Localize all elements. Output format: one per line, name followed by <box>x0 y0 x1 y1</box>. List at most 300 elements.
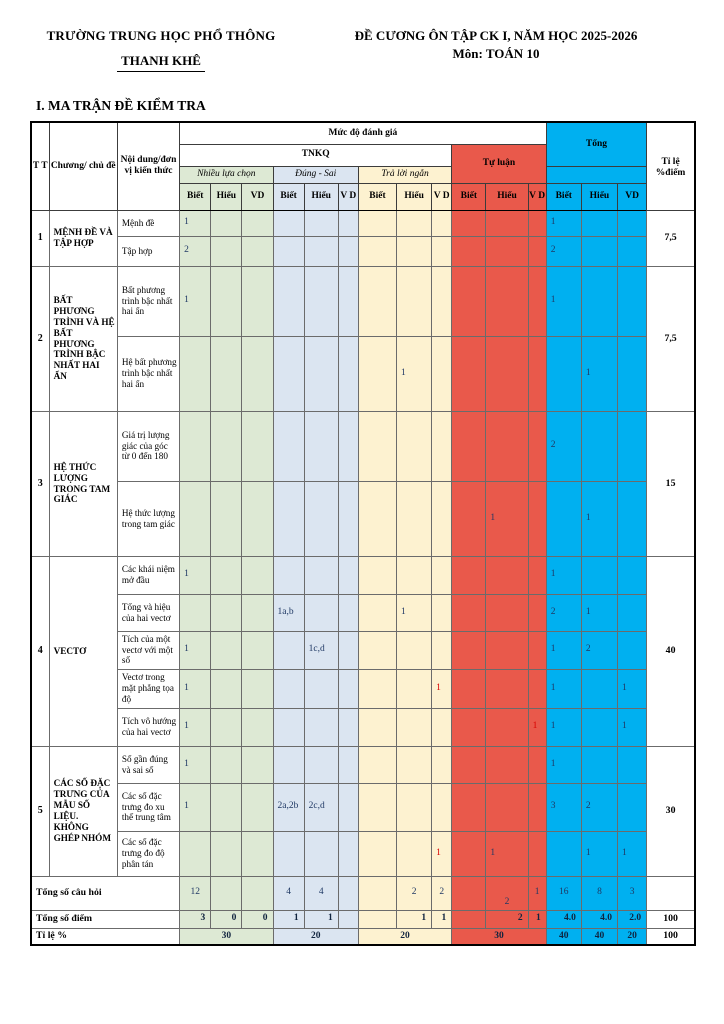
cell-ds_biet <box>273 481 304 556</box>
cell-nlc_hieu: 0 <box>211 910 242 928</box>
header-tu-luan: Tự luận <box>452 144 546 183</box>
cell-ds_biet <box>273 336 304 411</box>
cell-tong_biet: 2 <box>546 594 581 631</box>
cell-nlc_biet <box>180 336 211 411</box>
cell-nlc_vd <box>242 669 273 708</box>
cell-tong_hieu: 8 <box>581 876 617 910</box>
cell-nlc_vd <box>242 210 273 236</box>
cell-tong_vd: 1 <box>618 708 647 746</box>
cell-tl_biet <box>452 631 486 669</box>
cell-tln_vd <box>432 631 452 669</box>
cell-ds_biet <box>273 556 304 594</box>
cell-tln_biet <box>358 831 396 876</box>
footer-label-ratio: Tỉ lệ % <box>31 928 180 945</box>
cell-nlc-merged: 30 <box>180 928 273 945</box>
cell-nlc_biet: 1 <box>180 669 211 708</box>
cell-tln_vd: 2 <box>432 876 452 910</box>
cell-tong_vd <box>618 411 647 481</box>
cell-tl_hieu <box>486 266 528 336</box>
content-label: Tập hợp <box>117 236 179 266</box>
cell-nlc_biet: 1 <box>180 783 211 831</box>
cell-nlc_vd <box>242 411 273 481</box>
cell-tl_hieu <box>486 708 528 746</box>
percent-value <box>647 876 695 910</box>
cell-ds_biet: 1 <box>273 910 304 928</box>
cell-ds_vd <box>338 746 358 783</box>
chapter-label: MỆNH ĐỀ VÀ TẬP HỢP <box>49 210 117 266</box>
cell-ds_vd <box>338 481 358 556</box>
cell-tong_biet: 1 <box>546 669 581 708</box>
cell-ds_hieu <box>304 266 338 336</box>
cell-tong_vd <box>618 266 647 336</box>
content-label: Các khái niệm mở đầu <box>117 556 179 594</box>
matrix-row <box>31 411 695 481</box>
header-tln-vd: V D <box>432 183 452 210</box>
cell-tong_vd: 2.0 <box>618 910 647 928</box>
cell-ds_vd <box>338 708 358 746</box>
cell-tl_biet <box>452 481 486 556</box>
content-label: Tổng và hiệu của hai vectơ <box>117 594 179 631</box>
cell-nlc_vd <box>242 481 273 556</box>
cell-tong_biet: 4.0 <box>546 910 581 928</box>
content-label: Bất phương trình bậc nhất hai ẩn <box>117 266 179 336</box>
cell-tl_vd <box>528 481 546 556</box>
cell-ds_hieu <box>304 669 338 708</box>
cell-tong_hieu: 2 <box>581 783 617 831</box>
percent-value: 7,5 <box>647 210 695 266</box>
cell-ds_biet <box>273 831 304 876</box>
cell-tln_hieu: 1 <box>397 336 432 411</box>
percent-value: 15 <box>647 411 695 556</box>
row-number: 2 <box>31 266 49 411</box>
cell-tl_biet <box>452 266 486 336</box>
cell-tln_vd <box>432 336 452 411</box>
cell-tong_hieu <box>581 746 617 783</box>
cell-tong_biet: 1 <box>546 708 581 746</box>
header-tong-vd: VD <box>618 183 647 210</box>
cell-nlc_biet: 2 <box>180 236 211 266</box>
cell-ds_hieu <box>304 336 338 411</box>
school-name: TRƯỜNG TRUNG HỌC PHỔ THÔNG <box>46 28 276 43</box>
header-tong-spacer <box>546 166 646 183</box>
cell-ds_vd <box>338 669 358 708</box>
footer-row-ratio <box>31 928 695 945</box>
cell-nlc_vd <box>242 556 273 594</box>
header-tl-hieu: Hiểu <box>486 183 528 210</box>
cell-ds_vd <box>338 236 358 266</box>
cell-ds_biet <box>273 708 304 746</box>
cell-nlc_vd <box>242 746 273 783</box>
cell-tl_hieu: 2 <box>486 910 528 928</box>
matrix-row <box>31 266 695 336</box>
cell-tl_biet <box>452 669 486 708</box>
cell-ds_vd <box>338 594 358 631</box>
cell-ds_hieu <box>304 746 338 783</box>
cell-nlc_hieu <box>211 411 242 481</box>
cell-tong_hieu <box>581 556 617 594</box>
header-chapter: Chương/ chủ đề <box>49 122 117 210</box>
cell-tl_vd <box>528 266 546 336</box>
cell-tl_vd <box>528 831 546 876</box>
percent-value: 100 <box>647 910 695 928</box>
header-assessment: Mức độ đánh giá <box>180 122 547 144</box>
cell-tln_hieu <box>397 669 432 708</box>
cell-ds_vd <box>338 876 358 910</box>
school-block <box>30 28 292 72</box>
school-name-line2: THANH KHÊ <box>117 53 205 72</box>
cell-ds_biet: 4 <box>273 876 304 910</box>
cell-tln_biet <box>358 210 396 236</box>
matrix-body <box>31 210 695 945</box>
cell-nlc_hieu <box>211 631 242 669</box>
cell-tln_biet <box>358 411 396 481</box>
cell-tl_hieu <box>486 783 528 831</box>
content-label: Giá trị lượng giác của góc từ 0 đến 180 <box>117 411 179 481</box>
row-number: 3 <box>31 411 49 556</box>
cell-tong_hieu: 1 <box>581 481 617 556</box>
cell-tln_vd <box>432 556 452 594</box>
row-number: 4 <box>31 556 49 746</box>
content-label: Các số đặc trưng đo xu thế trung tâm <box>117 783 179 831</box>
cell-tln_biet <box>358 556 396 594</box>
matrix-header <box>31 122 695 210</box>
cell-tong_vd <box>618 746 647 783</box>
cell-tln_biet <box>358 481 396 556</box>
cell-nlc_hieu <box>211 336 242 411</box>
header-tong: Tổng <box>546 122 646 166</box>
cell-nlc_vd <box>242 876 273 910</box>
cell-nlc_hieu <box>211 746 242 783</box>
header-ti-le: Tỉ lệ %điểm <box>647 122 695 210</box>
content-label: Hệ thức lượng trong tam giác <box>117 481 179 556</box>
cell-nlc_hieu <box>211 210 242 236</box>
cell-nlc_hieu <box>211 481 242 556</box>
cell-tln_vd <box>432 708 452 746</box>
matrix-row <box>31 336 695 411</box>
header-tnkq: TNKQ <box>180 144 452 166</box>
cell-tong_hieu <box>581 210 617 236</box>
header-tln-hieu: Hiểu <box>397 183 432 210</box>
cell-nlc_vd <box>242 783 273 831</box>
cell-nlc_vd <box>242 594 273 631</box>
cell-tong_biet: 1 <box>546 556 581 594</box>
cell-tl_biet <box>452 831 486 876</box>
cell-ds_hieu <box>304 594 338 631</box>
exam-matrix-table <box>30 121 696 946</box>
cell-tong_hieu: 1 <box>581 831 617 876</box>
cell-tong_hieu <box>581 708 617 746</box>
cell-ds_hieu <box>304 831 338 876</box>
cell-tong_biet: 2 <box>546 411 581 481</box>
matrix-row <box>31 556 695 594</box>
header-tln-biet: Biết <box>358 183 396 210</box>
cell-nlc_biet: 1 <box>180 631 211 669</box>
cell-tln_vd <box>432 266 452 336</box>
content-label: Tích vô hướng của hai vectơ <box>117 708 179 746</box>
cell-nlc_hieu <box>211 236 242 266</box>
cell-nlc_hieu <box>211 831 242 876</box>
cell-tln_vd <box>432 210 452 236</box>
cell-ds_biet: 2a,2b <box>273 783 304 831</box>
cell-tong_hieu: 1 <box>581 336 617 411</box>
section-title: I. MA TRẬN ĐỀ KIỂM TRA <box>36 98 206 113</box>
cell-tln_biet <box>358 236 396 266</box>
cell-tl_vd: 1 <box>528 876 546 910</box>
matrix-row <box>31 236 695 266</box>
chapter-label: BẤT PHƯƠNG TRÌNH VÀ HỆ BẤT PHƯƠNG TRÌNH BẬC NHẤT HAI ẨN <box>49 266 117 411</box>
cell-nlc_biet <box>180 481 211 556</box>
cell-tong_biet: 1 <box>546 266 581 336</box>
cell-tong_vd: 1 <box>618 831 647 876</box>
content-label: Các số đặc trưng đo độ phân tán <box>117 831 179 876</box>
cell-tl_vd <box>528 336 546 411</box>
cell-ds_biet <box>273 411 304 481</box>
cell-nlc_hieu <box>211 556 242 594</box>
row-number: 5 <box>31 746 49 876</box>
cell-tl_biet <box>452 336 486 411</box>
cell-tl_hieu: 2 <box>486 876 528 910</box>
cell-tong_vd <box>618 336 647 411</box>
document-title: ĐỀ CƯƠNG ÔN TẬP CK I, NĂM HỌC 2025-2026 <box>354 28 638 43</box>
header-nlc-vd: VD <box>242 183 273 210</box>
cell-nlc_vd <box>242 266 273 336</box>
cell-nlc_hieu <box>211 594 242 631</box>
cell-nlc_hieu <box>211 708 242 746</box>
cell-tong_vd <box>618 594 647 631</box>
chapter-label: CÁC SỐ ĐẶC TRƯNG CỦA MẪU SỐ LIỆU. KHÔNG GHÉP NHÓM <box>49 746 117 876</box>
cell-tl_vd: 1 <box>528 708 546 746</box>
cell-tln_hieu: 1 <box>397 594 432 631</box>
cell-tong_hieu: 4.0 <box>581 910 617 928</box>
cell-tl_biet <box>452 210 486 236</box>
cell-ds_biet <box>273 266 304 336</box>
cell-tong_biet: 1 <box>546 210 581 236</box>
cell-tln_vd <box>432 783 452 831</box>
cell-nlc_biet: 1 <box>180 746 211 783</box>
cell-tln_hieu <box>397 236 432 266</box>
cell-nlc_biet <box>180 411 211 481</box>
cell-nlc_hieu <box>211 266 242 336</box>
chapter-label: VECTƠ <box>49 556 117 746</box>
cell-nlc_vd: 0 <box>242 910 273 928</box>
cell-ds_hieu <box>304 411 338 481</box>
cell-tl_vd <box>528 236 546 266</box>
cell-tong_biet <box>546 481 581 556</box>
cell-ds_vd <box>338 411 358 481</box>
matrix-row <box>31 669 695 708</box>
cell-tln_hieu <box>397 631 432 669</box>
cell-ds_biet <box>273 669 304 708</box>
cell-ds_hieu: 1 <box>304 910 338 928</box>
percent-value: 100 <box>647 928 695 945</box>
cell-nlc_biet: 1 <box>180 556 211 594</box>
header-ds-vd: V D <box>338 183 358 210</box>
cell-tl_hieu: 1 <box>486 831 528 876</box>
cell-tl-merged: 30 <box>452 928 546 945</box>
cell-nlc_vd <box>242 336 273 411</box>
cell-nlc_hieu <box>211 669 242 708</box>
header-tl-vd: V D <box>528 183 546 210</box>
cell-nlc_vd <box>242 236 273 266</box>
content-label: Tích của một vectơ với một số <box>117 631 179 669</box>
cell-ds_vd <box>338 783 358 831</box>
cell-ds_vd <box>338 336 358 411</box>
cell-tl_hieu <box>486 411 528 481</box>
cell-tong_vd <box>618 481 647 556</box>
cell-tl_biet <box>452 594 486 631</box>
cell-tong_vd <box>618 556 647 594</box>
cell-ds_biet <box>273 631 304 669</box>
cell-tl_vd: 1 <box>528 910 546 928</box>
matrix-row <box>31 708 695 746</box>
cell-ds-merged: 20 <box>273 928 358 945</box>
cell-ds_vd <box>338 831 358 876</box>
cell-ds_vd <box>338 210 358 236</box>
cell-tong_hieu <box>581 236 617 266</box>
matrix-row <box>31 631 695 669</box>
cell-nlc_hieu <box>211 783 242 831</box>
cell-tln_biet <box>358 631 396 669</box>
cell-tong_hieu <box>581 266 617 336</box>
cell-ds_hieu <box>304 481 338 556</box>
cell-nlc_biet: 1 <box>180 708 211 746</box>
cell-tl_vd <box>528 746 546 783</box>
cell-tln_biet <box>358 746 396 783</box>
cell-tong_biet: 2 <box>546 236 581 266</box>
cell-tln_hieu: 2 <box>397 876 432 910</box>
header-nlc-biet: Biết <box>180 183 211 210</box>
cell-tong_hieu <box>581 669 617 708</box>
cell-tln_vd <box>432 236 452 266</box>
cell-tln_biet <box>358 783 396 831</box>
cell-tln_hieu <box>397 783 432 831</box>
document-subject: Môn: TOÁN 10 <box>452 46 540 61</box>
cell-tl_vd <box>528 556 546 594</box>
cell-tl_vd <box>528 210 546 236</box>
cell-tl_hieu <box>486 236 528 266</box>
cell-ds_hieu: 4 <box>304 876 338 910</box>
cell-tln_biet <box>358 336 396 411</box>
document-header <box>30 28 700 72</box>
cell-ds_vd <box>338 631 358 669</box>
cell-tln_hieu <box>397 831 432 876</box>
cell-tong_vd: 3 <box>618 876 647 910</box>
cell-tln_biet <box>358 594 396 631</box>
cell-tong_vd <box>618 783 647 831</box>
footer-row-questions <box>31 876 695 910</box>
cell-tl_vd <box>528 669 546 708</box>
header-ds-biet: Biết <box>273 183 304 210</box>
cell-tong_biet: 1 <box>546 631 581 669</box>
cell-nlc_biet: 3 <box>180 910 211 928</box>
cell-tln_hieu <box>397 708 432 746</box>
cell-tl_biet <box>452 236 486 266</box>
cell-tl_hieu <box>486 594 528 631</box>
cell-nlc_vd <box>242 708 273 746</box>
content-label: Vectơ trong mặt phẳng tọa độ <box>117 669 179 708</box>
cell-tong_vd: 20 <box>618 928 647 945</box>
percent-value: 7,5 <box>647 266 695 411</box>
cell-tln_biet <box>358 266 396 336</box>
cell-nlc_vd <box>242 831 273 876</box>
cell-tong_vd <box>618 210 647 236</box>
cell-tl_hieu <box>486 746 528 783</box>
matrix-row <box>31 481 695 556</box>
cell-nlc_vd <box>242 631 273 669</box>
cell-tln_biet <box>358 876 396 910</box>
cell-tln_biet <box>358 669 396 708</box>
cell-tong_biet: 16 <box>546 876 581 910</box>
header-content: Nội dung/đơn vị kiến thức <box>117 122 179 210</box>
cell-tln_hieu <box>397 411 432 481</box>
cell-tl_hieu <box>486 669 528 708</box>
cell-tln_vd: 1 <box>432 910 452 928</box>
content-label: Số gần đúng và sai số <box>117 746 179 783</box>
cell-ds_biet <box>273 746 304 783</box>
cell-tln_hieu <box>397 210 432 236</box>
cell-tl_hieu <box>486 210 528 236</box>
cell-tong_hieu: 40 <box>581 928 617 945</box>
cell-nlc_hieu <box>211 876 242 910</box>
cell-ds_vd <box>338 556 358 594</box>
cell-nlc_biet: 1 <box>180 210 211 236</box>
cell-tong_vd <box>618 236 647 266</box>
cell-ds_hieu <box>304 236 338 266</box>
cell-tl_hieu <box>486 336 528 411</box>
header-ds-hieu: Hiểu <box>304 183 338 210</box>
cell-tl_biet <box>452 708 486 746</box>
cell-ds_hieu <box>304 708 338 746</box>
cell-tl_biet <box>452 746 486 783</box>
header-nhieu-lua-chon: Nhiều lựa chọn <box>180 166 273 183</box>
cell-tln_hieu <box>397 266 432 336</box>
matrix-row <box>31 746 695 783</box>
cell-tln_hieu <box>397 556 432 594</box>
cell-tl_biet <box>452 556 486 594</box>
row-number: 1 <box>31 210 49 266</box>
cell-tong_biet <box>546 336 581 411</box>
cell-ds_biet <box>273 236 304 266</box>
cell-tl_biet <box>452 783 486 831</box>
cell-nlc_biet <box>180 831 211 876</box>
cell-tln_vd <box>432 746 452 783</box>
matrix-row <box>31 594 695 631</box>
cell-tln_vd: 1 <box>432 831 452 876</box>
header-tt: T T <box>31 122 49 210</box>
cell-tl_biet <box>452 910 486 928</box>
cell-tong_hieu <box>581 411 617 481</box>
header-tong-biet: Biết <box>546 183 581 210</box>
cell-tln_biet <box>358 708 396 746</box>
content-label: Mệnh đề <box>117 210 179 236</box>
cell-tln_vd <box>432 481 452 556</box>
cell-tl_vd <box>528 631 546 669</box>
cell-tln-merged: 20 <box>358 928 451 945</box>
cell-tl_biet <box>452 411 486 481</box>
cell-tong_vd: 1 <box>618 669 647 708</box>
cell-ds_vd <box>338 910 358 928</box>
cell-tong_biet: 3 <box>546 783 581 831</box>
cell-ds_biet: 1a,b <box>273 594 304 631</box>
footer-label-questions: Tổng số câu hỏi <box>31 876 180 910</box>
matrix-row <box>31 831 695 876</box>
cell-tl_vd <box>528 594 546 631</box>
cell-tong_hieu: 2 <box>581 631 617 669</box>
cell-tong_vd <box>618 631 647 669</box>
cell-tong_hieu: 1 <box>581 594 617 631</box>
header-tl-biet: Biết <box>452 183 486 210</box>
cell-tln_hieu: 1 <box>397 910 432 928</box>
